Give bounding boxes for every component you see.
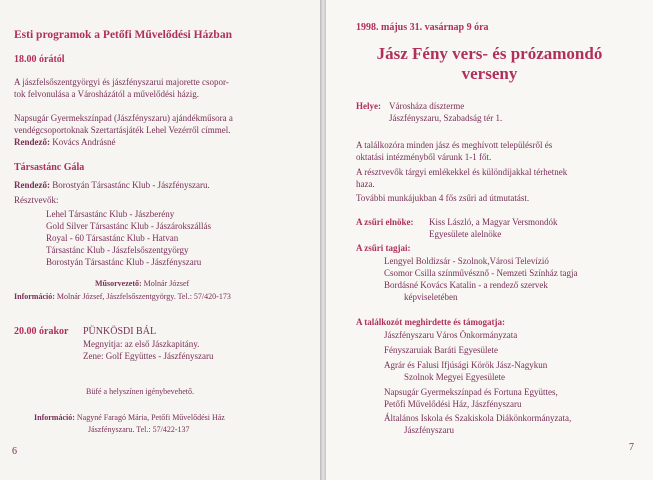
time-18: 18.00 órától bbox=[14, 54, 65, 65]
musorvezeto-line bbox=[95, 279, 189, 288]
prizes-line2: haza. bbox=[356, 179, 375, 189]
rendezo-value: Borostyán Társastánc Klub - Jászfényszaru. bbox=[52, 180, 210, 190]
rendezo-label: Rendező: bbox=[14, 180, 50, 190]
jury-members-label: A zsűri tagjai: bbox=[356, 243, 411, 253]
jury-chair-line1: Kiss László, a Magyar Versmondók bbox=[429, 217, 558, 227]
bal-title: PÜNKÖSDI BÁL bbox=[83, 326, 157, 337]
helye-line1: Városháza díszterme bbox=[389, 101, 465, 111]
napsugar-text-line2: vendégcsoportoknak Szertartásjáték Lehel Vezérről címmel. bbox=[14, 125, 231, 135]
info-value: Nagyné Faragó Mária, Petőfi Művelődési Ház bbox=[76, 413, 225, 422]
participant-item: Borostyán Társastánc Klub - Jászfényszaru bbox=[46, 257, 202, 267]
page-number-left: 6 bbox=[12, 446, 17, 457]
info-value-line2: Jászfényszaru. Tel.: 57/422-137 bbox=[88, 425, 190, 434]
jury-member-cont: képviseletében bbox=[404, 292, 458, 302]
left-page-title: Esti programok a Petőfi Művelődési Házban bbox=[14, 29, 232, 41]
rendezo-line-2 bbox=[14, 180, 210, 190]
supporter-item-cont: Petőfi Művelődési Ház, Jászfényszaru bbox=[384, 399, 522, 409]
bal-line1: Megnyitja: az első Jászkapitány. bbox=[83, 339, 200, 349]
supporter-item: Agrár és Falusi Ifjúsági Körök Jász-Nagykun bbox=[384, 360, 548, 370]
helye-line2: Jászfényszaru, Szabadság tér 1. bbox=[389, 113, 503, 123]
time-20: 20.00 órakor bbox=[14, 326, 69, 337]
rendezo-label: Rendező: bbox=[14, 137, 50, 147]
supporter-item: Jászfényszaru Város Önkormányzata bbox=[384, 330, 518, 340]
rendezo-line-1 bbox=[14, 137, 115, 147]
jury-intro: További munkájukban 4 fős zsűri ad útmutatást. bbox=[356, 193, 530, 203]
prizes-line1: A résztvevők tárgyi emlékekkel és különdíjakkal térhetnek bbox=[356, 167, 568, 177]
participant-item: Társastánc Klub - Jászfelsőszentgyörgy bbox=[46, 245, 189, 255]
supporter-item: Napsugár Gyermekszínpad és Fortuna Együttes, bbox=[384, 387, 558, 397]
jury-member: Bordásné Kovács Katalin - a rendező szervek bbox=[384, 280, 548, 290]
info-line-1 bbox=[14, 292, 231, 301]
majorette-text-line1: A jászfelsőszentgyörgyi és jászfényszarui majorette csopor- bbox=[14, 77, 229, 87]
page-number-right: 7 bbox=[629, 442, 634, 453]
jury-member: Csomor Csilla színművésznő - Nemzeti Színház tagja bbox=[384, 268, 578, 278]
jury-chair-label: A zsűri elnöke: bbox=[356, 217, 414, 227]
jury-chair-line2: Egyesülete alelnöke bbox=[429, 229, 502, 239]
info-label: Információ: bbox=[14, 292, 55, 301]
participant-item: Lehel Társastánc Klub - Jászberény bbox=[46, 209, 175, 219]
info-label: Információ: bbox=[34, 413, 75, 422]
left-page bbox=[0, 0, 320, 480]
participant-item: Gold Silver Társastánc Klub - Jászárokszállás bbox=[46, 221, 212, 231]
supporter-item: Fényszaruiak Baráti Egyesülete bbox=[384, 345, 498, 355]
musorvezeto-label: Műsorvezető: bbox=[95, 279, 142, 288]
musorvezeto-value: Molnár József bbox=[143, 279, 190, 288]
helye-label: Helye: bbox=[356, 101, 381, 111]
right-page bbox=[326, 0, 653, 480]
gala-title: Társastánc Gála bbox=[14, 162, 85, 173]
supporter-item-cont: Jászfényszaru bbox=[404, 425, 454, 435]
rendezo-value: Kovács Andrásné bbox=[52, 137, 116, 147]
event-title-line2: verseny bbox=[461, 64, 518, 83]
bufe-note: Büfé a helyszínen igénybevehető. bbox=[86, 387, 194, 396]
jury-member: Lengyel Boldizsár - Szolnok,Városi Televízió bbox=[384, 256, 549, 266]
participant-item: Royal - 60 Társastánc Klub - Hatvan bbox=[46, 233, 179, 243]
resztvevok-label: Résztvevők: bbox=[14, 195, 59, 205]
supporter-item: Általános Iskola és Szakiskola Diákönkormányzata, bbox=[384, 413, 572, 423]
majorette-text-line2: tok felvonulása a Városházától a művelődési házig. bbox=[14, 89, 200, 99]
info-line-2 bbox=[34, 413, 225, 422]
bal-line2: Zene: Golf Együttes - Jászfényszaru bbox=[83, 351, 214, 361]
intro-line2: oktatási intézményből várunk 1-1 főt. bbox=[356, 152, 492, 162]
event-date: 1998. május 31. vasárnap 9 óra bbox=[356, 22, 489, 33]
supporter-item-cont: Szolnok Megyei Egyesülete bbox=[404, 372, 505, 382]
info-value: Molnár József, Jászfelsőszentgyörgy. Tel.: 57/420-173 bbox=[56, 292, 231, 301]
event-title-line1: Jász Fény vers- és prózamondó bbox=[376, 44, 603, 63]
supporters-label: A találkozót meghirdette és támogatja: bbox=[356, 317, 505, 327]
intro-line1: A találkozóra minden jász és meghívott településről és bbox=[356, 140, 553, 150]
napsugar-text-line1: Napsugár Gyermekszínpad (Jászfényszaru) ajándékműsora a bbox=[14, 113, 233, 123]
